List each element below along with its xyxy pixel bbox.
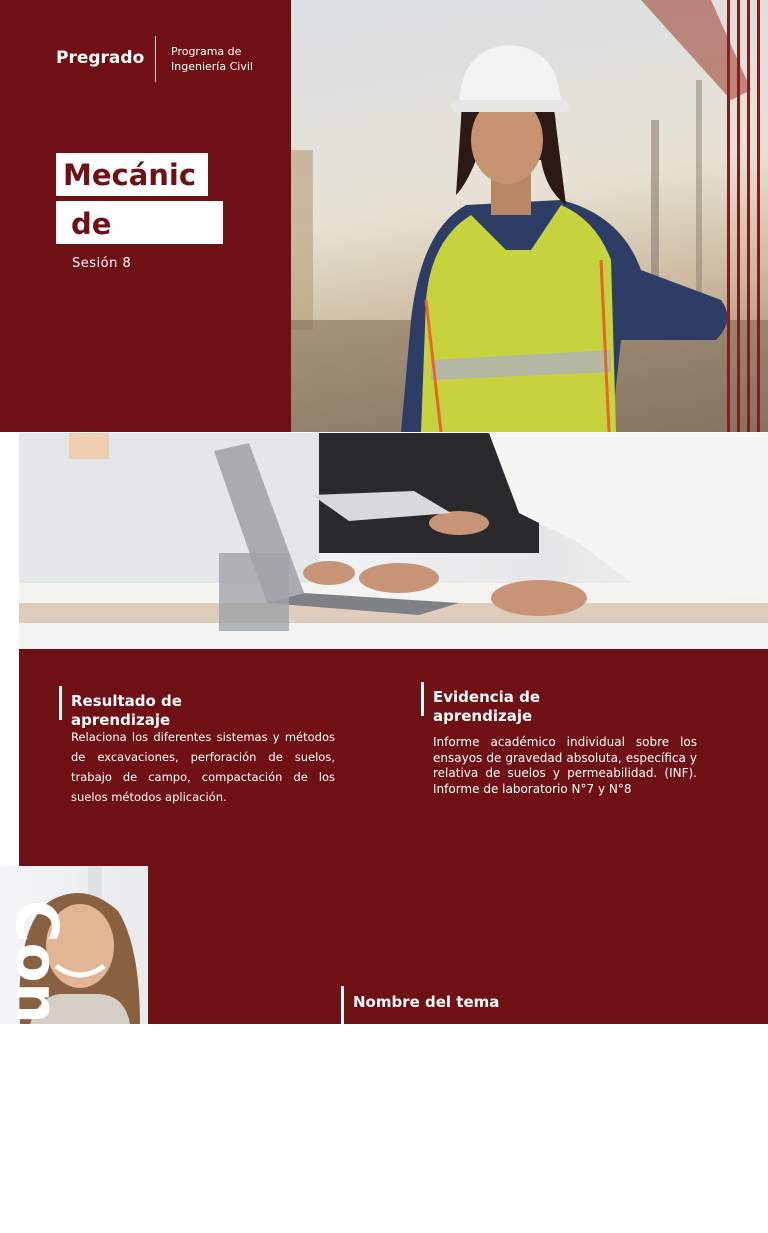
office-illustration xyxy=(19,433,768,649)
brand-label: Pregrado xyxy=(56,48,145,68)
program-line-1: Programa de xyxy=(171,45,242,58)
outcome-text: Relaciona los diferentes sistemas y métodos de excavaciones, perforación de suelos, trabajo de campo, compactación de los suelos métodos aplicación. xyxy=(71,730,335,804)
office-photo xyxy=(19,433,768,649)
outcome-accent-bar xyxy=(59,686,62,720)
course-title-line-1: Mecánic xyxy=(56,153,208,196)
decor-stripe xyxy=(727,0,730,432)
decor-stripe xyxy=(737,0,740,432)
topic-name-accent-bar xyxy=(341,986,344,1024)
engineer-photo xyxy=(291,0,768,432)
contents-vertical-title: Contenido xyxy=(3,900,71,1233)
session-label: Sesión 8 xyxy=(72,256,132,271)
evidence-heading: Evidencia de aprendizaje xyxy=(433,688,541,725)
evidence-accent-bar xyxy=(421,682,424,716)
decor-stripe xyxy=(757,0,760,432)
outcome-heading: Resultado de aprendizaje xyxy=(71,692,182,729)
contents-title-strip xyxy=(148,866,217,1024)
course-title-line-2: de xyxy=(56,201,223,244)
evidence-text: Informe académico individual sobre los ensayos de gravedad absoluta, específica y relativa de suelos y permeabilidad. (INF). Informe de laboratorio N°7 y N°8 xyxy=(433,735,697,796)
header-divider xyxy=(155,36,156,82)
title-panel xyxy=(0,0,291,432)
program-line-2: Ingeniería Civil xyxy=(171,60,253,73)
program-name xyxy=(171,44,281,74)
engineer-illustration xyxy=(291,0,768,432)
learning-info-panel xyxy=(19,649,768,866)
decor-stripe xyxy=(747,0,750,432)
topic-name-heading: Nombre del tema xyxy=(353,993,500,1011)
